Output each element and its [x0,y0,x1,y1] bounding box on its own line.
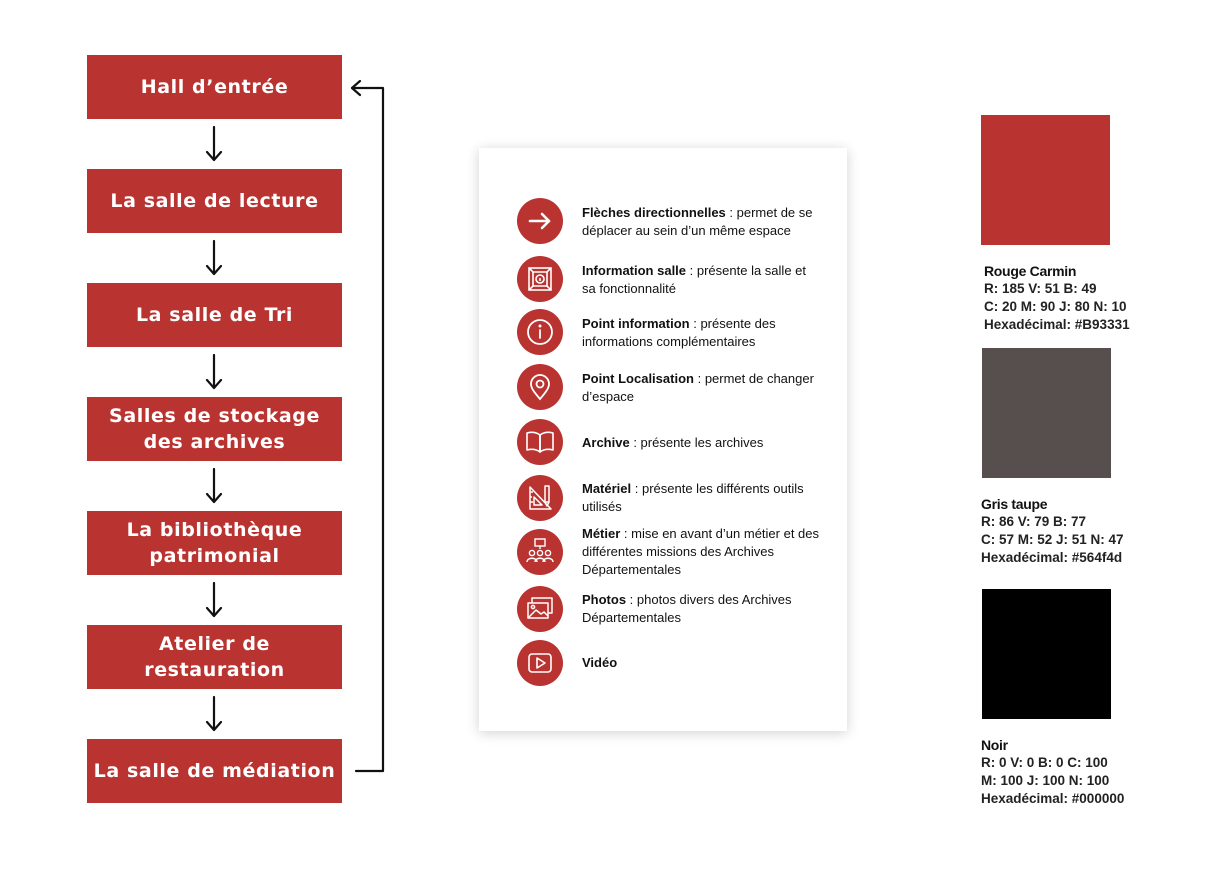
down-arrow-icon [207,355,221,388]
flow-step-bibliotheque: La bibliothèque patrimonial [87,511,342,575]
legend-text: Photos : photos divers des Archives Départementales [582,592,792,625]
legend-text: Métier : mise en avant d’un métier et des différentes missions des Archives Départementales [582,526,820,577]
down-arrow-icon [207,241,221,274]
loop-back-arrow-icon [352,81,383,771]
legend-text: Information salle : présente la salle et sa fonctionnalité [582,263,806,296]
arrow-right-icon [517,198,563,244]
legend-text: Matériel : présente les différents outils utilisés [582,481,804,514]
down-arrow-icon [207,127,221,160]
down-arrow-icon [207,583,221,616]
down-arrow-icon [207,697,221,730]
flow-step-atelier-restauration: Atelier de restauration [87,625,342,689]
color-info-rouge-carmin: Rouge Carmin R: 185 V: 51 B: 49 C: 20 M: 90 J: 80 N: 10 Hexadécimal: #B93331 [984,263,1130,332]
flow-step-salle-tri: La salle de Tri [87,283,342,347]
flow-step-salle-lecture: La salle de lecture [87,169,342,233]
people-icon [517,529,563,575]
photos-icon [517,586,563,632]
color-swatch-gris-taupe [982,348,1111,478]
legend-text: Vidéo [582,655,618,670]
color-info-noir: Noir R: 0 V: 0 B: 0 C: 100 M: 100 J: 100 N: 100 Hexadécimal: #000000 [981,737,1125,806]
open-book-icon [517,419,563,465]
flow-step-salles-stockage: Salles de stockage des archives [87,397,342,461]
legend-text: Flèches directionnelles : permet de se déplacer au sein d’un même espace [582,205,813,238]
color-swatch-noir [982,589,1111,719]
legend-text: Point information : présente des informations complémentaires [582,316,776,349]
tools-icon [517,475,563,521]
color-info-gris-taupe: Gris taupe R: 86 V: 79 B: 77 C: 57 M: 52 J: 51 N: 47 Hexadécimal: #564f4d [981,496,1124,565]
flow-step-hall-entree: Hall d’entrée [87,55,342,119]
color-swatch-rouge-carmin [981,115,1110,245]
room-info-icon [517,256,563,302]
legend-text: Archive : présente les archives [582,435,764,450]
legend-text: Point Localisation : permet de changer d’espace [582,371,814,404]
info-icon [517,309,563,355]
video-play-icon [517,640,563,686]
location-pin-icon [517,364,563,410]
legend-card [479,148,847,731]
flow-step-salle-mediation: La salle de médiation [87,739,342,803]
down-arrow-icon [207,469,221,502]
